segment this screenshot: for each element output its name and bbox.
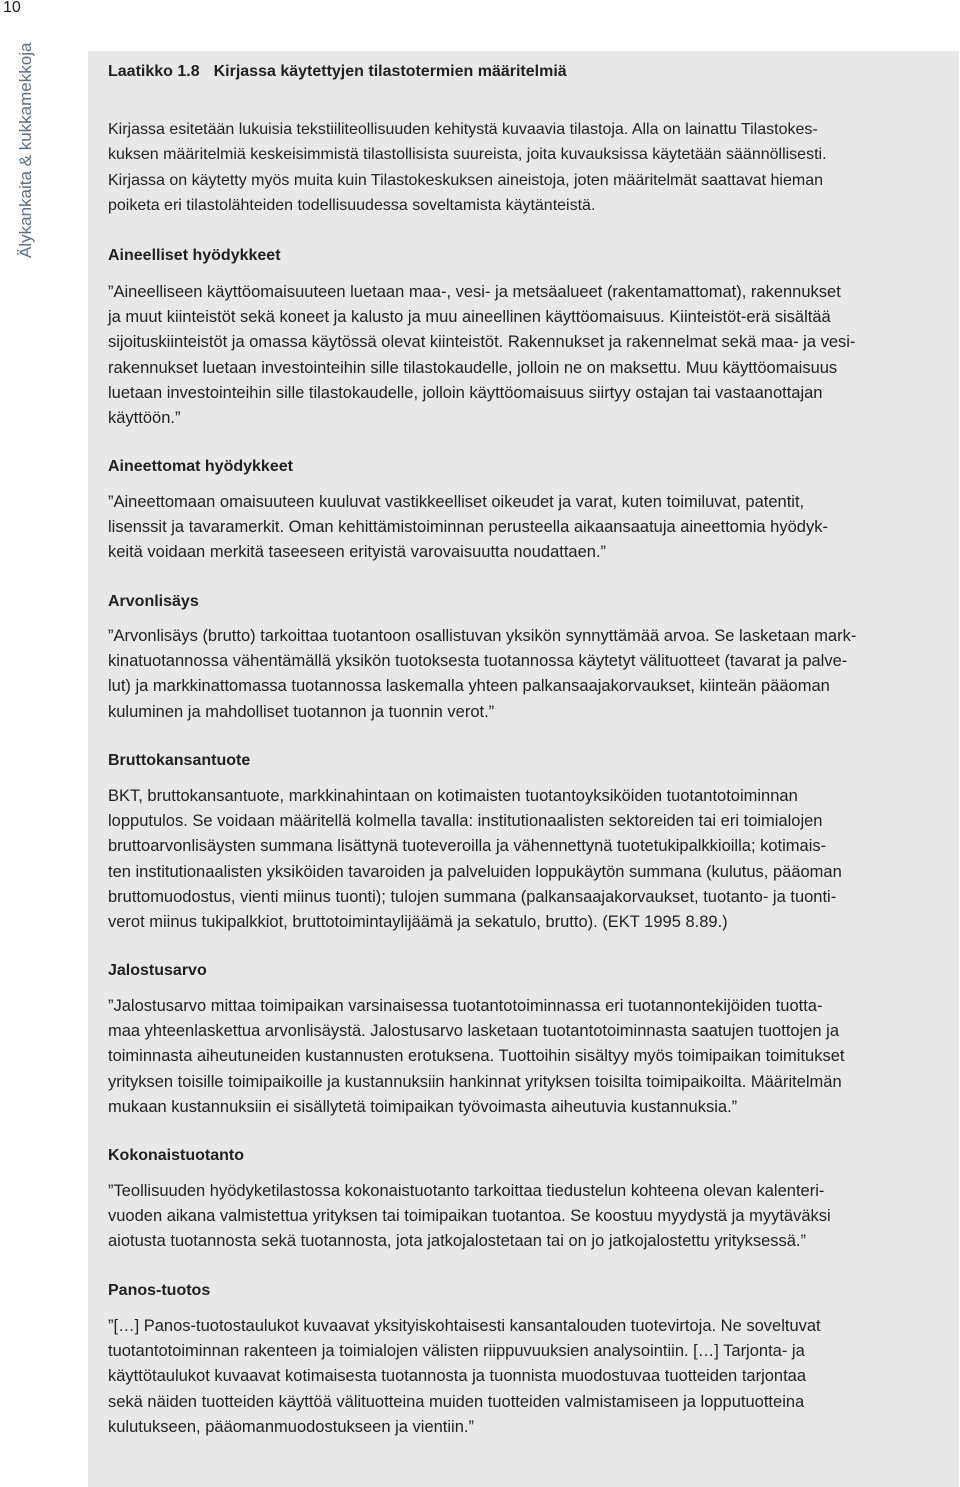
text-line: kulutukseen, pääomanmuodostukseen ja vientiin.” bbox=[108, 1417, 474, 1436]
text-line: ja muut kiinteistöt sekä koneet ja kalusto ja muu aineellinen käyttöomaisuus. Kiinteistöt-erä sisältää bbox=[108, 308, 831, 327]
section-title-kokonaistuotanto: Kokonaistuotanto bbox=[108, 1147, 244, 1164]
page-number: 10 bbox=[3, 0, 21, 16]
text-line: lopputulos. Se voidaan määritellä kolmella tavalla: institutionaalisten sektoreiden tai eri toimialojen bbox=[108, 812, 823, 831]
text-line: ”Teollisuuden hyödyketilastossa kokonaistuotanto tarkoittaa tiedustelun kohteena olevan kalenteri- bbox=[108, 1182, 825, 1200]
section-text-aineettomat-hyodykkeet bbox=[108, 490, 948, 566]
text-line: ”Jalostusarvo mittaa toimipaikan varsinaisessa tuotantotoiminnassa eri tuotannontekijöiden tuotta- bbox=[108, 997, 823, 1015]
text-line: käyttötaulukot kuvaavat kotimaisesta tuotannosta ja tuonnista muodostuvaa tuotteiden tarjontaa bbox=[108, 1367, 807, 1386]
definitions-box bbox=[88, 51, 959, 1487]
text-line: käyttöön.” bbox=[108, 409, 181, 428]
section-title-aineelliset-hyodykkeet: Aineelliset hyödykkeet bbox=[108, 247, 281, 264]
section-text-panos-tuotos bbox=[108, 1314, 948, 1440]
text-line: mukaan kustannuksiin ei sisällytetä toimipaikan työvoimasta aiheutuvia kustannuksia.” bbox=[108, 1097, 738, 1116]
section-title-arvonlisays: Arvonlisäys bbox=[108, 593, 199, 610]
text-line: kuluminen ja mahdolliset tuotannon ja tuonnin verot.” bbox=[108, 702, 495, 721]
text-line: tuotantotoiminnan rakenteen ja toimialojen välisten riippuvuuksien analysointiin. […] Tarjonta- ja bbox=[108, 1342, 805, 1361]
text-line: ”Arvonlisäys (brutto) tarkoittaa tuotantoon osallistuvan yksikön synnyttämää arvoa. Se lasketaan mark- bbox=[108, 627, 857, 645]
text-line: vuoden aikana valmistettua yrityksen tai toimipaikan tuotantoa. Se koostuu myydystä ja myytäväksi bbox=[108, 1207, 831, 1226]
text-line: kinatuotannossa vähentämällä yksikön tuotoksesta tuotannossa käytetyt välituotteet (tavarat ja palve- bbox=[108, 652, 848, 671]
text-line: lisenssit ja tavaramerkit. Oman kehittämistoiminnan perusteella aikaansaatuja aineettomia hyödyk- bbox=[108, 518, 828, 537]
text-line: rakennukset luetaan investointeihin sille tilastokaudelle, jolloin ne on maksettu. Muu käyttöomaisuus bbox=[108, 358, 838, 377]
intro-line: poiketa eri tilastolähteiden todellisuudessa soveltamista käytänteistä. bbox=[108, 197, 596, 215]
text-line: bruttomuodostus, vienti miinus tuonti); tulojen summana (palkansaajakorvaukset, tuotanto- ja tuonti- bbox=[108, 887, 837, 906]
text-line: keitä voidaan merkitä taseeseen erityistä varovaisuutta noudattaen.” bbox=[108, 543, 607, 562]
running-title: Älykankaita & kukkamekkoja bbox=[16, 42, 35, 258]
text-line: lut) ja markkinattomassa tuotannossa laskemalla yhteen palkansaajakorvaukset, kiinteän pääoman bbox=[108, 677, 830, 696]
box-intro bbox=[108, 117, 938, 219]
section-title-aineettomat-hyodykkeet: Aineettomat hyödykkeet bbox=[108, 458, 293, 475]
box-heading bbox=[108, 62, 567, 82]
section-title-panos-tuotos: Panos-tuotos bbox=[108, 1282, 211, 1299]
section-text-jalostusarvo bbox=[108, 994, 948, 1120]
text-line: bruttoarvonlisäysten summana lisättynä tuoteveroilla ja vähennettynä tuotetukipalkkioilla; kotimais- bbox=[108, 837, 827, 856]
section-title-jalostusarvo: Jalostusarvo bbox=[108, 962, 207, 979]
box-title: Kirjassa käytettyjen tilastotermien määritelmiä bbox=[213, 63, 567, 80]
text-line: luetaan investointeihin sille tilastokaudelle, jolloin käyttöomaisuus siirtyy ostajan tai vastaanottajan bbox=[108, 383, 823, 402]
text-line: verot miinus tukipalkkiot, bruttotoimintaylijäämä ja sekatulo, brutto). (EKT 1995 8.89.) bbox=[108, 913, 728, 932]
text-line: sijoituskiinteistöt ja omassa käytössä olevat kiinteistöt. Rakennukset ja rakennelmat sekä maa- ja vesi- bbox=[108, 333, 856, 352]
section-title-bruttokansantuote: Bruttokansantuote bbox=[108, 752, 251, 769]
text-line: BKT, bruttokansantuote, markkinahintaan on kotimaisten tuotantoyksiköiden tuotantotoiminnan bbox=[108, 787, 798, 805]
text-line: aiotusta tuotannosta sekä tuotannosta, jota jatkojalostetaan tai on jo jatkojalostettu yrityksessä.” bbox=[108, 1232, 807, 1251]
intro-line: kuksen määritelmiä keskeisimmistä tilastollisista suureista, joita kuvauksissa käytetään säännöllisesti. bbox=[108, 146, 827, 164]
text-line: toiminnasta aiheutuneiden kustannusten erotuksena. Tuottoihin sisältyy myös toimipaikan toimitukset bbox=[108, 1047, 845, 1066]
section-text-bruttokansantuote bbox=[108, 784, 948, 935]
section-text-arvonlisays bbox=[108, 624, 948, 725]
text-line: ”Aineettomaan omaisuuteen kuuluvat vastikkeelliset oikeudet ja varat, kuten toimiluvat, patentit, bbox=[108, 493, 805, 511]
text-line: ”[…] Panos-tuotostaulukot kuvaavat yksityiskohtaisesti kansantalouden tuotevirtoja. Ne soveltuvat bbox=[108, 1317, 821, 1335]
text-line: yrityksen toisille toimipaikoille ja kustannuksiin hankinnat yrityksen toisilta toimipaikoilta. Määritelmän bbox=[108, 1072, 842, 1091]
section-text-kokonaistuotanto bbox=[108, 1179, 948, 1255]
intro-line: Kirjassa esitetään lukuisia tekstiiliteollisuuden kehitystä kuvaavia tilastoja. Alla on lainattu Tilastokes- bbox=[108, 121, 818, 138]
text-line: ”Aineelliseen käyttöomaisuuteen luetaan maa-, vesi- ja metsäalueet (rakentamattomat), rakennukset bbox=[108, 283, 841, 301]
section-text-aineelliset-hyodykkeet bbox=[108, 280, 948, 431]
box-label: Laatikko 1.8 bbox=[108, 63, 200, 80]
text-line: maa yhteenlaskettua arvonlisäystä. Jalostusarvo lasketaan tuotantotoiminnasta saatujen tuottojen ja bbox=[108, 1022, 840, 1041]
text-line: ten institutionaalisten yksiköiden tavaroiden ja palveluiden loppukäytön summana (kulutus, pääoman bbox=[108, 862, 842, 881]
text-line: sekä näiden tuotteiden käyttöä välituotteina muiden tuotteiden valmistamiseen ja lopputuotteina bbox=[108, 1392, 805, 1411]
intro-line: Kirjassa on käytetty myös muita kuin Tilastokeskuksen aineistoja, joten määritelmät saattavat hieman bbox=[108, 171, 823, 189]
